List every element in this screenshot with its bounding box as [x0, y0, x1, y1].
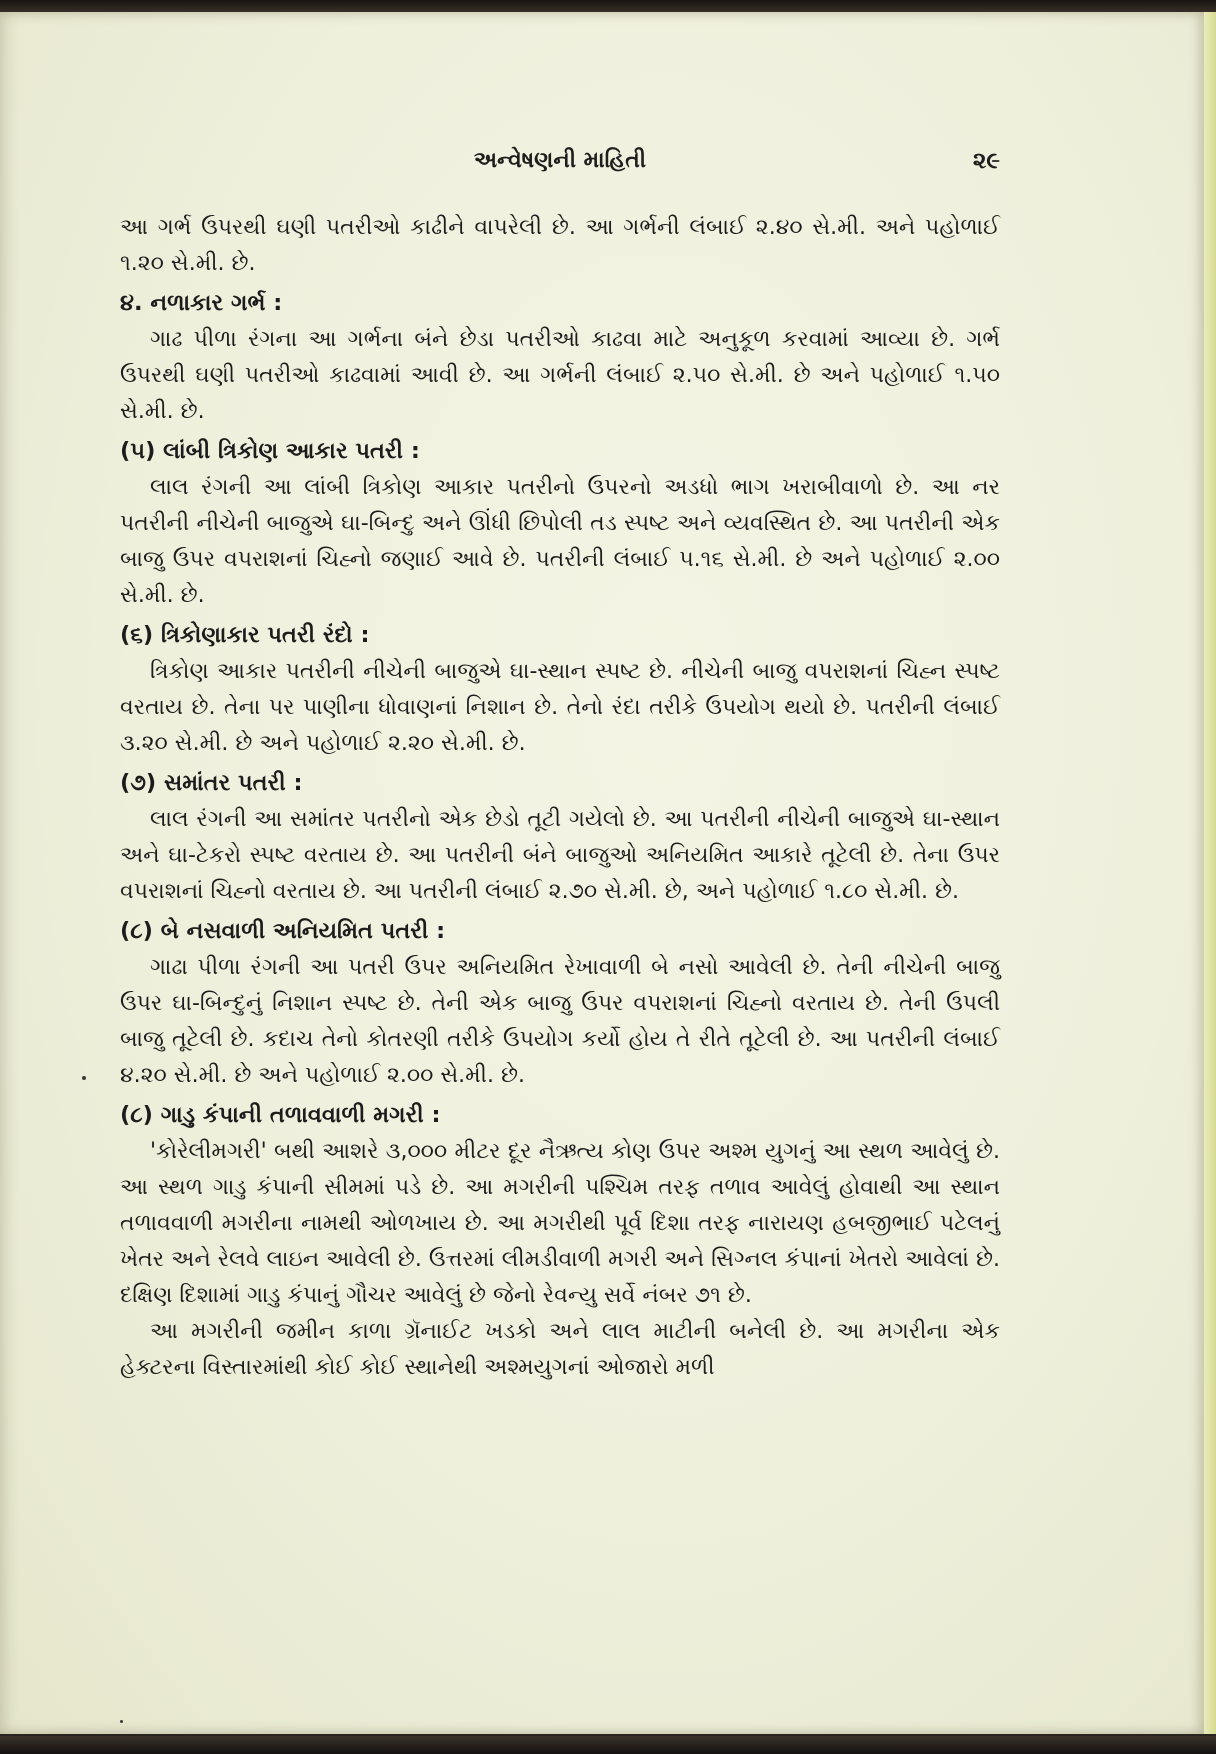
section-parallel-flake [120, 764, 1000, 910]
paragraph: આ મગરીની જમીન કાળા ગ્રૅનાઈટ ખડકો અને લાલ માટીની બનેલી છે. આ મગરીના એક હેક્ટરના વિસ્તારમાંથી કોઈ કોઈ સ્થાનેથી અશ્મયુગનાં ઓજારો મળી [120, 1319, 1000, 1380]
section-pond-hillock [120, 1096, 1000, 1386]
page-header [120, 148, 1000, 184]
paragraph: ત્રિકોણ આકાર પતરીની નીચેની બાજુએ ઘા-સ્થાન સ્પષ્ટ છે. નીચેની બાજુ વપરાશનાં ચિહ્ન સ્પષ્ટ વરતાય છે. તેના પર પાણીના ધોવાણનાં નિશાન છે. તેનો રંદા તરીકે ઉપયોગ થયો છે. પતરીની લંબાઈ ૩.૨૦ સે.મી. છે અને પહોળાઈ ૨.૨૦ સે.મી. છે. [120, 659, 1000, 756]
running-title: અન્વેષણની માહિતી [473, 148, 647, 173]
paragraph: આ ગર્ભ ઉપરથી ઘણી પતરીઓ કાઢીને વાપરેલી છે. આ ગર્ભની લંબાઈ ૨.૪૦ સે.મી. અને પહોળાઈ ૧.૨૦ સે.મી. છે. [120, 215, 1000, 276]
section-heading: (૫) લાંબી ત્રિકોણ આકાર પતરી : [120, 438, 420, 464]
section-heading: ૪. નળાકાર ગર્ભ : [120, 290, 283, 316]
section-heading: (૮) બે નસવાળી અનિયમિત પતરી : [120, 918, 446, 944]
paper-speck [82, 1076, 86, 1080]
section-heading: (૬) ત્રિકોણાકાર પતરી રંદો : [120, 622, 370, 648]
section-heading: (૭) સમાંતર પતરી : [120, 770, 303, 796]
paper-speck [120, 1720, 123, 1723]
scan-edge-bottom [0, 1736, 1216, 1754]
section-heading: (૮) ગાડુ કંપાની તળાવવાળી મગરી : [120, 1102, 441, 1128]
section-two-veined-flake [120, 912, 1000, 1094]
page-content [120, 210, 1000, 1386]
section-continuation [120, 210, 1000, 282]
page-edge [1204, 12, 1216, 1734]
paragraph: ગાઢ પીળા રંગના આ ગર્ભના બંને છેડા પતરીઓ કાઢવા માટે અનુકૂળ કરવામાં આવ્યા છે. ગર્ભ ઉપરથી ઘણી પતરીઓ કાઢવામાં આવી છે. આ ગર્ભની લંબાઈ ૨.૫૦ સે.મી. છે અને પહોળાઈ ૧.૫૦ સે.મી. છે. [120, 327, 1000, 424]
section-triangular-scraper [120, 616, 1000, 762]
page-number: ૨૯ [972, 148, 1000, 174]
paragraph: લાલ રંગની આ સમાંતર પતરીનો એક છેડો તૂટી ગયેલો છે. આ પતરીની નીચેની બાજુએ ઘા-સ્થાન અને ઘા-ટેકરો સ્પષ્ટ વરતાય છે. આ પતરીની બંને બાજુઓ અનિયમિત આકારે તૂટેલી છે. તેના ઉપર વપરાશનાં ચિહ્નો વરતાય છે. આ પતરીની લંબાઈ ૨.૭૦ સે.મી. છે, અને પહોળાઈ ૧.૮૦ સે.મી. છે. [120, 807, 1000, 904]
paragraph: લાલ રંગની આ લાંબી ત્રિકોણ આકાર પતરીનો ઉપરનો અડધો ભાગ ખરાબીવાળો છે. આ નર પતરીની નીચેની બાજુએ ઘા-બિન્દુ અને ઊંધી છિપોલી તડ સ્પષ્ટ અને વ્યવસ્થિત છે. આ પતરીની એક બાજુ ઉપર વપરાશનાં ચિહ્નો જણાઈ આવે છે. પતરીની લંબાઈ ૫.૧૬ સે.મી. છે અને પહોળાઈ ૨.૦૦ સે.મી. છે. [120, 475, 1000, 608]
section-cylindrical-core [120, 284, 1000, 430]
section-long-triangular-flake [120, 432, 1000, 614]
paragraph: ગાઢા પીળા રંગની આ પતરી ઉપર અનિયમિત રેખાવાળી બે નસો આવેલી છે. તેની નીચેની બાજુ ઉપર ઘા-બિન્દુનું નિશાન સ્પષ્ટ છે. તેની એક બાજુ ઉપર વપરાશનાં ચિહ્નો વરતાય છે. તેની ઉપલી બાજુ તૂટેલી છે. કદાચ તેનો કોતરણી તરીકે ઉપયોગ કર્યો હોય તે રીતે તૂટેલી છે. આ પતરીની લંબાઈ ૪.૨૦ સે.મી. છે અને પહોળાઈ ૨.૦૦ સે.મી. છે. [120, 955, 1000, 1088]
paragraph: 'કોરેલીમગરી' બથી આશરે ૩,૦૦૦ મીટર દૂર નૈઋત્ય કોણ ઉપર અશ્મ યુગનું આ સ્થળ આવેલું છે. આ સ્થળ ગાડુ કંપાની સીમમાં પડે છે. આ મગરીની પશ્ચિમ તરફ તળાવ આવેલું હોવાથી આ સ્થાન તળાવવાળી મગરીના નામથી ઓળખાય છે. આ મગરીથી પૂર્વ દિશા તરફ નારાયણ હબજીભાઈ પટેલનું ખેતર અને રેલવે લાઇન આવેલી છે. ઉત્તરમાં લીમડીવાળી મગરી અને સિગ્નલ કંપાનાં ખેતરો આવેલાં છે. દક્ષિણ દિશામાં ગાડુ કંપાનું ગૌચર આવેલું છે જેનો રેવન્યુ સર્વે નંબર ૭૧ છે. [120, 1139, 1000, 1308]
